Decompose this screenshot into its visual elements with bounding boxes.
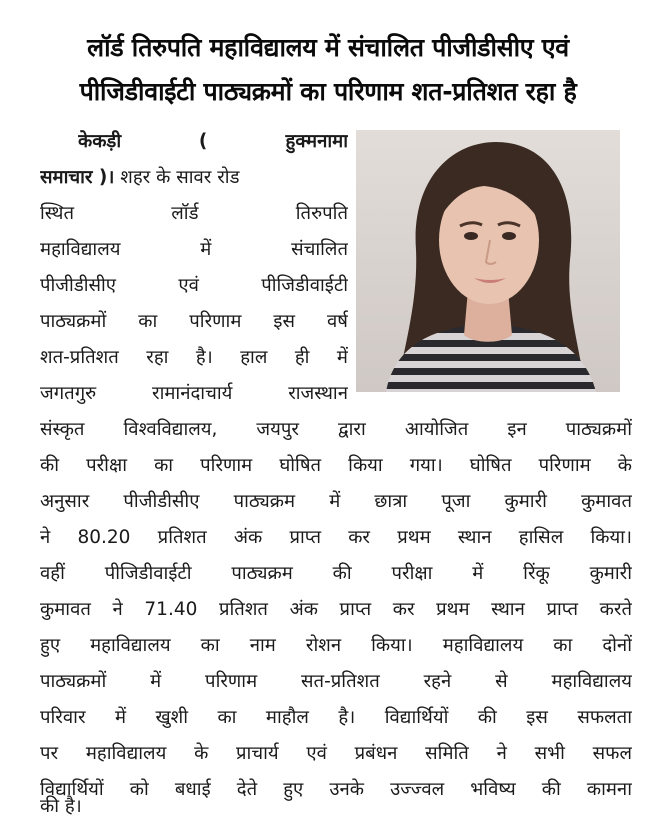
headline-line-1: लॉर्ड तिरुपति महाविद्यालय में संचालित पीजीडीसीए एवं bbox=[87, 33, 569, 62]
body-line: की परीक्षा का परिणाम घोषित किया गया। घोषित परिणाम के bbox=[40, 455, 632, 476]
body-line: शत-प्रतिशत रहा है। हाल ही में bbox=[40, 347, 348, 368]
body-line: स्थित लॉर्ड तिरुपति bbox=[40, 203, 348, 224]
body-line: हुए महाविद्यालय का नाम रोशन किया। महाविद्यालय का दोनों bbox=[40, 635, 632, 656]
body-lead-rest: शहर के सावर रोड bbox=[114, 167, 240, 188]
body-line: वहीं पीजिडीवाईटी पाठ्यक्रम की परीक्षा में रिंकू कुमारी bbox=[40, 563, 632, 584]
student-photo bbox=[356, 130, 620, 392]
byline-source-open: ( हुक्मनामा bbox=[198, 131, 348, 152]
body-line-lead bbox=[40, 160, 348, 196]
body-line: परिवार में खुशी का माहौल है। विद्यार्थियों की इस सफलता bbox=[40, 707, 632, 728]
body-line: कुमावत ने 71.40 प्रतिशत अंक प्राप्त कर प्रथम स्थान प्राप्त करते bbox=[40, 599, 632, 620]
body-line-last: की है। bbox=[40, 796, 82, 817]
portrait-of-student-photo-icon bbox=[356, 130, 620, 392]
body-line: पाठ्यक्रमों में परिणाम सत-प्रतिशत रहने से महाविद्यालय bbox=[40, 671, 632, 692]
body-line: महाविद्यालय में संचालित bbox=[40, 239, 348, 260]
body-line: जगतगुरु रामानंदाचार्य राजस्थान bbox=[40, 383, 348, 404]
body-line: पाठ्यक्रमों का परिणाम इस वर्ष bbox=[40, 311, 348, 332]
byline-line-1 bbox=[78, 124, 348, 160]
body-line: पीजीडीसीए एवं पीजिडीवाईटी bbox=[40, 275, 348, 296]
body-line: पर महाविद्यालय के प्राचार्य एवं प्रबंधन समिति ने सभी सफल bbox=[40, 743, 632, 764]
headline-line-2: पीजिडीवाईटी पाठ्यक्रमों का परिणाम शत-प्रतिशत रहा है bbox=[79, 77, 577, 106]
body-line: संस्कृत विश्वविद्यालय, जयपुर द्वारा आयोजित इन पाठ्यक्रमों bbox=[40, 419, 632, 440]
body-line: ने 80.20 प्रतिशत अंक प्राप्त कर प्रथम स्थान हासिल किया। bbox=[40, 527, 632, 548]
body-line: अनुसार पीजीडीसीए पाठ्यक्रम में छात्रा पूजा कुमारी कुमावत bbox=[40, 491, 632, 512]
body-line: विद्यार्थियों को बधाई देते हुए उनके उज्ज्वल भविष्य की कामना bbox=[40, 779, 632, 800]
byline-source-close: समाचार )। bbox=[40, 167, 115, 188]
byline-place: केकड़ी bbox=[78, 131, 122, 152]
